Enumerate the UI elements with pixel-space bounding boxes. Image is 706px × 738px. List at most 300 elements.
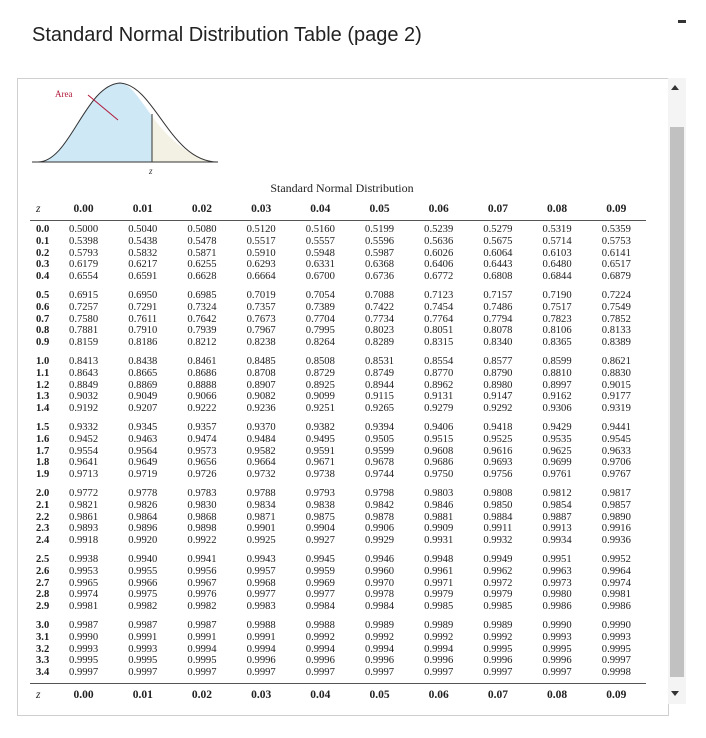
probability-cell: 0.9484 <box>246 433 276 445</box>
probability-cell: 0.9936 <box>601 535 631 547</box>
probability-cell: 0.9916 <box>601 523 631 535</box>
probability-cell: 0.9995 <box>187 655 217 667</box>
table-row <box>30 551 646 566</box>
z-value: 1.9 <box>36 469 50 481</box>
probability-cell: 0.9995 <box>128 655 158 667</box>
probability-cell: 0.8238 <box>246 337 276 349</box>
probability-cell: 0.9545 <box>601 433 631 445</box>
scroll-down-icon[interactable] <box>671 691 679 696</box>
probability-cell: 0.8643 <box>69 367 99 379</box>
probability-cell: 0.9861 <box>69 511 99 523</box>
probability-cell: 0.8577 <box>483 355 513 367</box>
z-value: 0.1 <box>36 235 50 247</box>
table-row <box>30 236 646 248</box>
probability-cell: 0.9997 <box>424 667 454 679</box>
probability-cell: 0.8315 <box>424 337 454 349</box>
probability-cell: 0.9987 <box>187 619 217 631</box>
probability-cell: 0.9370 <box>246 421 276 433</box>
probability-cell: 0.9761 <box>542 469 572 481</box>
probability-cell: 0.7454 <box>424 301 454 313</box>
probability-cell: 0.8665 <box>128 367 158 379</box>
probability-cell: 0.9994 <box>246 643 276 655</box>
probability-cell: 0.9664 <box>246 457 276 469</box>
probability-cell: 0.5517 <box>246 235 276 247</box>
probability-cell: 0.9925 <box>246 535 276 547</box>
z-table <box>30 198 646 708</box>
table-row <box>30 589 646 601</box>
probability-cell: 0.8849 <box>69 379 99 391</box>
probability-cell: 0.9793 <box>305 487 335 499</box>
curve-tail-shading <box>152 116 218 162</box>
table-title: Standard Normal Distribution <box>270 181 414 195</box>
probability-cell: 0.7939 <box>187 325 217 337</box>
probability-cell: 0.9357 <box>187 421 217 433</box>
z-value: 0.0 <box>36 224 50 235</box>
probability-cell: 0.8186 <box>128 337 158 349</box>
probability-cell: 0.5478 <box>187 235 217 247</box>
probability-cell: 0.9951 <box>542 553 572 565</box>
probability-cell: 0.7088 <box>364 289 395 301</box>
probability-cell: 0.9932 <box>483 535 513 547</box>
probability-cell: 0.9616 <box>483 445 513 457</box>
probability-cell: 0.9995 <box>542 643 572 655</box>
probability-cell: 0.9896 <box>128 523 158 535</box>
probability-cell: 0.9812 <box>542 487 572 499</box>
probability-cell: 0.9989 <box>364 619 395 631</box>
probability-cell: 0.9656 <box>187 457 217 469</box>
probability-cell: 0.7190 <box>542 289 572 301</box>
probability-cell: 0.9987 <box>128 619 158 631</box>
probability-cell: 0.8133 <box>601 325 631 337</box>
probability-cell: 0.9251 <box>305 403 335 415</box>
column-footer: 0.08 <box>547 688 568 701</box>
probability-cell: 0.9993 <box>128 643 158 655</box>
table-row <box>30 221 646 236</box>
probability-cell: 0.7764 <box>424 313 454 325</box>
probability-cell: 0.7422 <box>364 301 395 313</box>
column-header: 0.01 <box>132 203 153 215</box>
z-value: 2.3 <box>36 523 50 535</box>
probability-cell: 0.9066 <box>187 391 217 403</box>
probability-cell: 0.9997 <box>601 655 631 667</box>
probability-cell: 0.7324 <box>187 301 217 313</box>
minimize-icon[interactable] <box>678 20 686 23</box>
probability-cell: 0.7995 <box>305 325 335 337</box>
probability-cell: 0.8508 <box>305 355 335 367</box>
probability-cell: 0.6255 <box>187 259 217 271</box>
probability-cell: 0.6293 <box>246 259 276 271</box>
probability-cell: 0.9979 <box>424 589 454 601</box>
probability-cell: 0.9332 <box>69 421 99 433</box>
probability-cell: 0.9236 <box>246 403 276 415</box>
probability-cell: 0.9192 <box>69 403 99 415</box>
scrollbar-thumb[interactable] <box>670 127 684 677</box>
probability-cell: 0.9756 <box>483 469 513 481</box>
table-row <box>30 512 646 524</box>
probability-cell: 0.9798 <box>364 487 395 499</box>
probability-cell: 0.9948 <box>424 553 454 565</box>
probability-cell: 0.9957 <box>246 565 276 577</box>
z-value: 1.1 <box>36 367 50 379</box>
z-value: 0.2 <box>36 247 50 259</box>
column-header: 0.00 <box>73 203 94 215</box>
probability-cell: 0.9994 <box>364 643 395 655</box>
z-value: 3.0 <box>36 619 50 631</box>
probability-cell: 0.6026 <box>424 247 454 259</box>
z-value: 0.3 <box>36 259 50 271</box>
probability-cell: 0.9898 <box>187 523 217 535</box>
probability-cell: 0.9929 <box>364 535 395 547</box>
probability-cell: 0.9767 <box>601 469 631 481</box>
probability-cell: 0.9952 <box>601 553 631 565</box>
probability-cell: 0.6844 <box>542 271 572 283</box>
z-value: 0.8 <box>36 325 50 337</box>
column-footer: 0.02 <box>191 688 213 701</box>
column-footer: 0.09 <box>606 688 627 701</box>
table-row <box>30 632 646 644</box>
probability-cell: 0.9968 <box>246 577 276 589</box>
probability-cell: 0.8830 <box>601 367 631 379</box>
probability-cell: 0.9971 <box>424 577 454 589</box>
z-value: 1.3 <box>36 391 50 403</box>
probability-cell: 0.7549 <box>601 301 631 313</box>
probability-cell: 0.9826 <box>128 499 158 511</box>
probability-cell: 0.9505 <box>364 433 395 445</box>
probability-cell: 0.9821 <box>69 499 99 511</box>
probability-cell: 0.9943 <box>246 553 276 565</box>
probability-cell: 0.9988 <box>305 619 335 631</box>
probability-cell: 0.9996 <box>246 655 276 667</box>
table-row <box>30 403 646 419</box>
probability-cell: 0.9976 <box>187 589 217 601</box>
probability-cell: 0.7910 <box>128 325 158 337</box>
probability-cell: 0.9525 <box>483 433 513 445</box>
probability-cell: 0.8907 <box>246 379 276 391</box>
z-value: 1.4 <box>36 403 50 415</box>
probability-cell: 0.9834 <box>246 499 276 511</box>
probability-cell: 0.9738 <box>305 469 335 481</box>
probability-cell: 0.9977 <box>246 589 276 601</box>
probability-cell: 0.9906 <box>364 523 395 535</box>
probability-cell: 0.8023 <box>364 325 395 337</box>
probability-cell: 0.9996 <box>305 655 335 667</box>
table-row <box>30 368 646 380</box>
probability-cell: 0.9265 <box>364 403 395 415</box>
probability-cell: 0.9441 <box>601 421 631 433</box>
z-value: 1.5 <box>36 421 50 433</box>
z-value: 1.7 <box>36 445 50 457</box>
probability-cell: 0.9997 <box>542 667 572 679</box>
probability-cell: 0.9974 <box>601 577 631 589</box>
probability-cell: 0.9394 <box>364 421 395 433</box>
probability-cell: 0.9671 <box>305 457 335 469</box>
probability-cell: 0.9993 <box>69 643 99 655</box>
table-row <box>30 644 646 656</box>
probability-cell: 0.9978 <box>364 589 395 601</box>
probability-cell: 0.9982 <box>187 601 217 613</box>
probability-cell: 0.7257 <box>69 301 99 313</box>
scroll-up-icon[interactable] <box>671 85 679 90</box>
probability-cell: 0.5359 <box>601 224 631 235</box>
probability-cell: 0.7794 <box>483 313 513 325</box>
probability-cell: 0.5398 <box>69 235 99 247</box>
probability-cell: 0.9177 <box>601 391 631 403</box>
probability-cell: 0.8438 <box>128 355 158 367</box>
probability-cell: 0.9961 <box>424 565 454 577</box>
probability-cell: 0.9591 <box>305 445 335 457</box>
probability-cell: 0.9981 <box>601 589 631 601</box>
probability-cell: 0.5199 <box>364 224 395 235</box>
column-footer: 0.07 <box>487 688 508 701</box>
probability-cell: 0.7823 <box>542 313 572 325</box>
probability-cell: 0.9992 <box>364 631 395 643</box>
table-row <box>30 601 646 617</box>
probability-cell: 0.9884 <box>483 511 513 523</box>
probability-cell: 0.9418 <box>483 421 513 433</box>
probability-cell: 0.9945 <box>305 553 335 565</box>
probability-cell: 0.9990 <box>69 631 99 643</box>
z-value: 2.7 <box>36 577 50 589</box>
probability-cell: 0.6406 <box>424 259 454 271</box>
probability-cell: 0.7123 <box>424 289 454 301</box>
probability-cell: 0.9997 <box>246 667 276 679</box>
probability-cell: 0.9850 <box>483 499 513 511</box>
probability-cell: 0.9946 <box>364 553 395 565</box>
probability-cell: 0.9854 <box>542 499 572 511</box>
probability-cell: 0.9515 <box>424 433 454 445</box>
probability-cell: 0.9783 <box>187 487 217 499</box>
z-value: 2.8 <box>36 589 50 601</box>
probability-cell: 0.9162 <box>542 391 572 403</box>
column-footer: 0.01 <box>132 688 153 701</box>
probability-cell: 0.9875 <box>305 511 335 523</box>
probability-cell: 0.9222 <box>187 403 217 415</box>
probability-cell: 0.7734 <box>364 313 395 325</box>
probability-cell: 0.8365 <box>542 337 572 349</box>
probability-cell: 0.9452 <box>69 433 99 445</box>
table-row <box>30 500 646 512</box>
probability-cell: 0.6591 <box>128 271 158 283</box>
table-row <box>30 337 646 353</box>
probability-cell: 0.9901 <box>246 523 276 535</box>
table-row <box>30 325 646 337</box>
probability-cell: 0.9966 <box>128 577 158 589</box>
probability-cell: 0.8340 <box>483 337 513 349</box>
table-row <box>30 523 646 535</box>
probability-cell: 0.9846 <box>424 499 454 511</box>
z-value: 1.0 <box>36 355 50 367</box>
probability-cell: 0.6368 <box>364 259 395 271</box>
probability-cell: 0.9996 <box>542 655 572 667</box>
column-header: 0.04 <box>310 203 331 215</box>
probability-cell: 0.9495 <box>305 433 335 445</box>
probability-cell: 0.9871 <box>246 511 276 523</box>
probability-cell: 0.5832 <box>128 247 158 259</box>
probability-cell: 0.5239 <box>424 224 454 235</box>
probability-cell: 0.6808 <box>483 271 513 283</box>
probability-cell: 0.9878 <box>364 511 395 523</box>
probability-cell: 0.9972 <box>483 577 513 589</box>
probability-cell: 0.8485 <box>246 355 276 367</box>
probability-cell: 0.8289 <box>364 337 395 349</box>
probability-cell: 0.5793 <box>69 247 99 259</box>
probability-cell: 0.9207 <box>128 403 158 415</box>
probability-cell: 0.5636 <box>424 235 454 247</box>
probability-cell: 0.9994 <box>187 643 217 655</box>
probability-cell: 0.8790 <box>483 367 513 379</box>
table-row <box>30 248 646 260</box>
probability-cell: 0.6736 <box>364 271 395 283</box>
probability-cell: 0.9997 <box>483 667 513 679</box>
table-row <box>30 535 646 551</box>
probability-cell: 0.5319 <box>542 224 572 235</box>
z-value: 2.2 <box>36 511 50 523</box>
probability-cell: 0.5279 <box>483 224 513 235</box>
column-header: 0.07 <box>487 203 508 215</box>
column-header: 0.06 <box>428 203 449 215</box>
probability-cell: 0.8944 <box>364 379 395 391</box>
probability-cell: 0.9980 <box>542 589 572 601</box>
probability-cell: 0.5160 <box>305 224 335 235</box>
probability-cell: 0.9992 <box>305 631 335 643</box>
probability-cell: 0.5987 <box>364 247 395 259</box>
probability-cell: 0.9808 <box>483 487 513 499</box>
table-row <box>30 271 646 287</box>
probability-cell: 0.9649 <box>128 457 158 469</box>
probability-cell: 0.7852 <box>601 313 631 325</box>
z-column-header: z <box>36 203 41 215</box>
probability-cell: 0.9997 <box>128 667 158 679</box>
probability-cell: 0.7019 <box>246 289 276 301</box>
probability-cell: 0.9817 <box>601 487 631 499</box>
probability-cell: 0.8389 <box>601 337 631 349</box>
table-row <box>30 302 646 314</box>
probability-cell: 0.9625 <box>542 445 572 457</box>
probability-cell: 0.9918 <box>69 535 99 547</box>
probability-cell: 0.7517 <box>542 301 572 313</box>
probability-cell: 0.9982 <box>128 601 158 613</box>
probability-cell: 0.8980 <box>483 379 513 391</box>
probability-cell: 0.9989 <box>483 619 513 631</box>
probability-cell: 0.6331 <box>305 259 335 271</box>
z-value: 1.2 <box>36 379 50 391</box>
probability-cell: 0.9429 <box>542 421 572 433</box>
probability-cell: 0.9940 <box>128 553 158 565</box>
probability-cell: 0.9955 <box>128 565 158 577</box>
probability-cell: 0.9049 <box>128 391 158 403</box>
probability-cell: 0.9147 <box>483 391 513 403</box>
table-row <box>30 655 646 667</box>
probability-cell: 0.9842 <box>364 499 395 511</box>
probability-cell: 0.8461 <box>187 355 217 367</box>
probability-cell: 0.9985 <box>483 601 513 613</box>
probability-cell: 0.9938 <box>69 553 99 565</box>
probability-cell: 0.9984 <box>305 601 335 613</box>
z-value: 1.8 <box>36 457 50 469</box>
probability-cell: 0.9082 <box>246 391 276 403</box>
probability-cell: 0.9973 <box>542 577 572 589</box>
probability-cell: 0.9991 <box>246 631 276 643</box>
z-value: 2.9 <box>36 601 50 613</box>
table-row <box>30 353 646 368</box>
z-value: 3.3 <box>36 655 50 667</box>
table-row <box>30 391 646 403</box>
probability-cell: 0.5080 <box>187 224 217 235</box>
probability-cell: 0.9406 <box>424 421 454 433</box>
probability-cell: 0.9732 <box>246 469 276 481</box>
probability-cell: 0.9970 <box>364 577 395 589</box>
probability-cell: 0.9994 <box>424 643 454 655</box>
column-header: 0.08 <box>547 203 568 215</box>
probability-cell: 0.6517 <box>601 259 631 271</box>
column-footer: 0.00 <box>73 688 94 701</box>
table-row <box>30 566 646 578</box>
probability-cell: 0.9990 <box>601 619 631 631</box>
column-footer: 0.04 <box>310 688 331 701</box>
probability-cell: 0.8599 <box>542 355 572 367</box>
probability-cell: 0.6664 <box>246 271 276 283</box>
z-value: 2.1 <box>36 499 50 511</box>
probability-cell: 0.5675 <box>483 235 513 247</box>
probability-cell: 0.6985 <box>187 289 217 301</box>
probability-cell: 0.6879 <box>601 271 631 283</box>
probability-cell: 0.9678 <box>364 457 395 469</box>
probability-cell: 0.9713 <box>69 469 99 481</box>
probability-cell: 0.9131 <box>424 391 454 403</box>
probability-cell: 0.9319 <box>601 403 631 415</box>
probability-cell: 0.9345 <box>128 421 158 433</box>
probability-cell: 0.9115 <box>365 391 394 403</box>
probability-cell: 0.8413 <box>69 355 99 367</box>
probability-cell: 0.8997 <box>542 379 572 391</box>
probability-cell: 0.9991 <box>128 631 158 643</box>
probability-cell: 0.9975 <box>128 589 158 601</box>
probability-cell: 0.6217 <box>128 259 158 271</box>
probability-cell: 0.9993 <box>601 631 631 643</box>
probability-cell: 0.7704 <box>305 313 335 325</box>
z-value: 2.4 <box>36 535 50 547</box>
probability-cell: 0.9099 <box>305 391 335 403</box>
table-row <box>30 457 646 469</box>
probability-cell: 0.8554 <box>424 355 454 367</box>
probability-cell: 0.9997 <box>305 667 335 679</box>
probability-cell: 0.9983 <box>246 601 276 613</box>
probability-cell: 0.6443 <box>483 259 513 271</box>
probability-cell: 0.9990 <box>542 619 572 631</box>
probability-cell: 0.9967 <box>187 577 217 589</box>
probability-cell: 0.7881 <box>69 325 99 337</box>
probability-cell: 0.9998 <box>601 667 631 679</box>
probability-cell: 0.5120 <box>246 224 276 235</box>
probability-cell: 0.9706 <box>601 457 631 469</box>
probability-cell: 0.5714 <box>542 235 572 247</box>
probability-cell: 0.9992 <box>483 631 513 643</box>
column-header: 0.02 <box>191 203 213 215</box>
table-row <box>30 469 646 485</box>
probability-cell: 0.9474 <box>187 433 217 445</box>
table-row <box>30 667 646 683</box>
probability-cell: 0.9934 <box>542 535 572 547</box>
probability-cell: 0.9977 <box>305 589 335 601</box>
probability-cell: 0.9582 <box>246 445 276 457</box>
probability-cell: 0.9962 <box>483 565 513 577</box>
probability-cell: 0.9992 <box>424 631 454 643</box>
probability-cell: 0.8770 <box>424 367 454 379</box>
probability-cell: 0.8531 <box>364 355 395 367</box>
probability-cell: 0.8869 <box>128 379 158 391</box>
probability-cell: 0.9985 <box>424 601 454 613</box>
probability-cell: 0.9996 <box>364 655 395 667</box>
